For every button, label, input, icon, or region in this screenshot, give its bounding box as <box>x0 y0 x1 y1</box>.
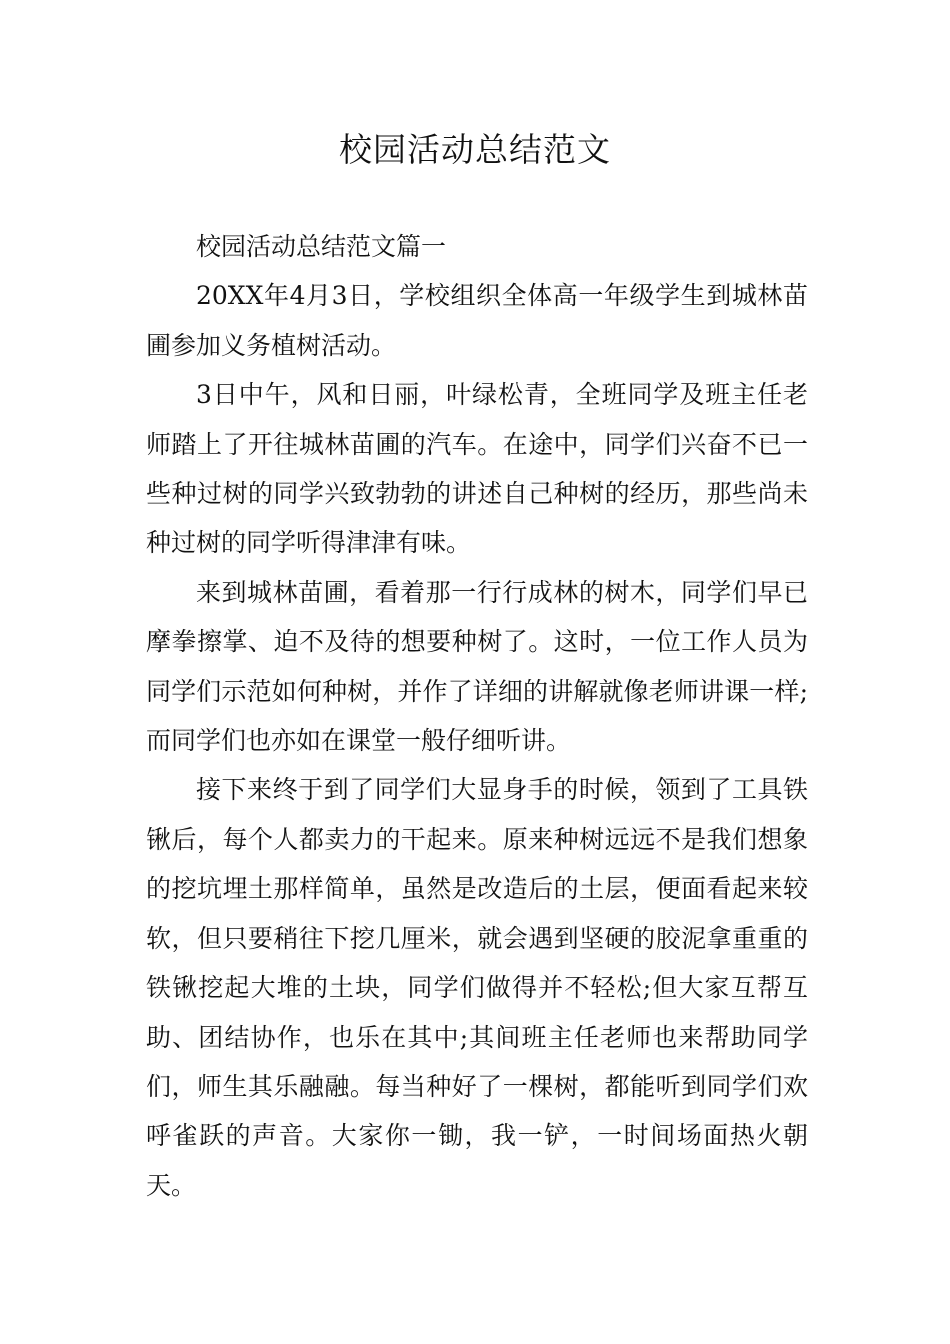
document-title: 校园活动总结范文 <box>339 130 611 169</box>
paragraph: 来到城林苗圃，看着那一行行成林的树木，同学们早已摩拳擦掌、迫不及待的想要种树了。这时，一位工作人员为同学们示范如何种树，并作了详细的讲解就像老师讲课一样;而同学们也亦如在课堂一般仔细听讲。 <box>146 577 808 756</box>
paragraph: 校园活动总结范文篇一 <box>196 232 447 261</box>
paragraph: 20XX年4月3日，学校组织全体高一年级学生到城林苗圃参加义务植树活动。 <box>146 281 808 360</box>
paragraph: 3日中午，风和日丽，叶绿松青，全班同学及班主任老师踏上了开往城林苗圃的汽车。在途中，同学们兴奋不已一些种过树的同学兴致勃勃的讲述自己种树的经历，那些尚未种过树的同学听得津津有味。 <box>146 380 808 558</box>
document-body <box>146 222 808 1210</box>
paragraph: 接下来终于到了同学们大显身手的时候，领到了工具铁锹后，每个人都卖力的干起来。原来种树远远不是我们想象的挖坑埋土那样简单，虽然是改造后的土层，便面看起来较软，但只要稍往下挖几厘米，就会遇到坚硬的胶泥拿重重的铁锹挖起大堆的土块，同学们做得并不轻松;但大家互帮互助、团结协作，也乐在其中;其间班主任老师也来帮助同学们，师生其乐融融。每当种好了一棵树，都能听到同学们欢呼雀跃的声音。大家你一锄，我一铲，一时间场面热火朝天。 <box>146 775 808 1200</box>
